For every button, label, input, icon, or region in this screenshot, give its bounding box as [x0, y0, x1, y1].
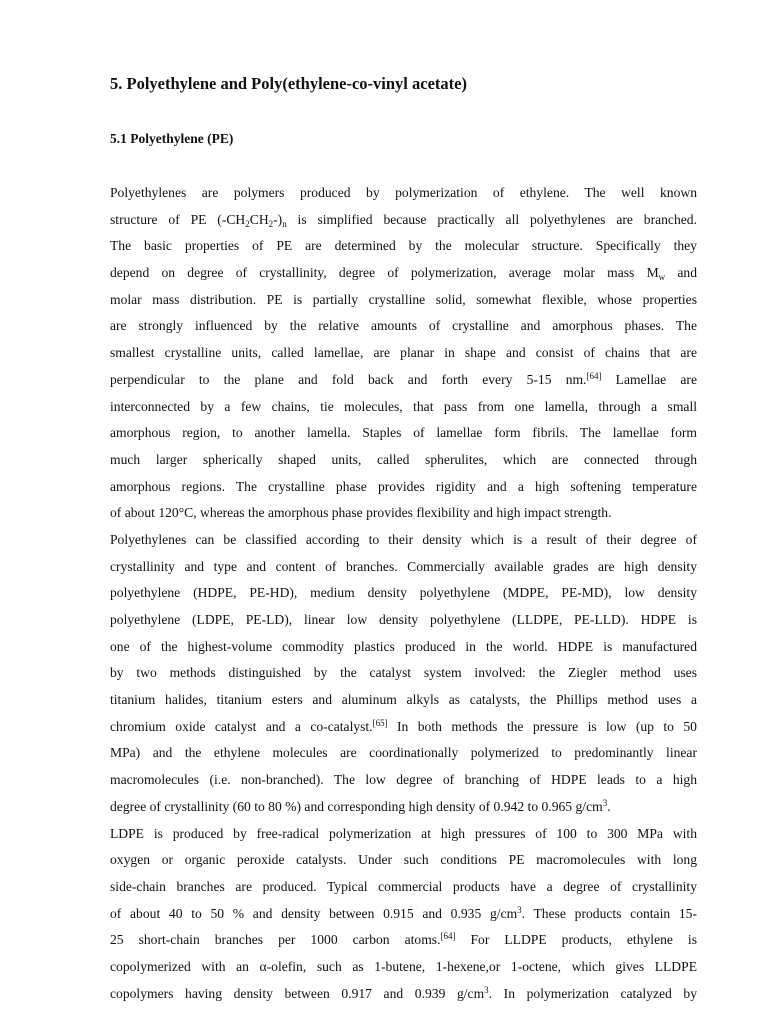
text-line [110, 927, 697, 954]
text-line: amorphous regions. The crystalline phase provides rigidity and a high softening temperature [110, 478, 697, 494]
subscript: n [282, 218, 287, 229]
text-line [110, 207, 697, 234]
text-line: Polyethylenes are polymers produced by polymerization of ethylene. The well known [110, 185, 697, 200]
superscript: 3 [517, 904, 522, 915]
superscript: 3 [602, 797, 608, 808]
text-run: . These products contain 15- [521, 905, 697, 921]
text-line: titanium halides, titanium esters and aluminum alkyls as catalysts, the Phillips method uses a [110, 692, 697, 708]
text-line [110, 714, 697, 741]
text-run: . In polymerization catalyzed by [488, 985, 697, 1001]
text-line: interconnected by a few chains, tie molecules, that pass from one lamella, through a small [110, 398, 697, 414]
subscript: 2 [245, 218, 250, 229]
text-line: one of the highest-volume commodity plastics produced in the world. HDPE is manufactured [110, 638, 697, 654]
superscript: 3 [484, 984, 489, 995]
text-line: amorphous region, to another lamella. Staples of lamellae form fibrils. The lamellae form [110, 425, 697, 441]
text-line: of about 120°C, whereas the amorphous phase provides flexibility and high impact strength. [110, 505, 612, 521]
text-line [110, 901, 697, 928]
text-line: MPa) and the ethylene molecules are coordinationally polymerized to predominantly linear [110, 745, 697, 761]
text-line [110, 260, 697, 287]
text-run: In both methods the pressure is low (up to 50 [387, 718, 697, 734]
text-run: and [665, 265, 697, 281]
text-run: copolymers having density between 0.917 and 0.939 g/cm [110, 985, 485, 1001]
citation: [64] [440, 931, 456, 942]
text-run: CH [249, 211, 269, 227]
text-run: For LLDPE products, ethylene is [455, 932, 697, 948]
text-run: . [607, 798, 611, 814]
text-run: 25 short-chain branches per 1000 carbon atoms. [110, 932, 441, 948]
text-run: depend on degree of crystallinity, degree of polymerization, average molar mass M [110, 265, 659, 281]
text-line: Polyethylenes can be classified according to their density which is a result of their degree of [110, 531, 697, 547]
text-line: much larger spherically shaped units, called spherulites, which are connected through [110, 451, 697, 467]
text-line: molar mass distribution. PE is partially crystalline solid, somewhat flexible, whose properties [110, 291, 697, 307]
text-run: of about 40 to 50 % and density between 0.915 and 0.935 g/cm [110, 905, 518, 921]
text-run: structure of PE (-CH [110, 211, 246, 227]
text-run: -) [273, 211, 283, 227]
text-line [110, 981, 697, 1008]
subsection-heading: 5.1 Polyethylene (PE) [110, 131, 234, 146]
text-line: LDPE is produced by free-radical polymerization at high pressures of 100 to 300 MPa with [110, 825, 697, 841]
text-run: degree of crystallinity (60 to 80 %) and corresponding high density of 0.942 to 0.965 g/cm [110, 798, 603, 814]
text-line: copolymerized with an α-olefin, such as 1-butene, 1-hexene,or 1-octene, which gives LLDPE [110, 958, 697, 974]
citation: [64] [586, 370, 602, 381]
subscript: 2 [268, 218, 274, 229]
text-line: side-chain branches are produced. Typical commercial products have a degree of crystallinity [110, 878, 697, 894]
text-line: smallest crystalline units, called lamellae, are planar in shape and consist of chains that are [110, 345, 697, 361]
text-line [110, 367, 697, 394]
text-run: is simplified because practically all polyethylenes are branched. [286, 211, 697, 227]
text-run: Lamellae are [601, 371, 697, 387]
text-line: The basic properties of PE are determined by the molecular structure. Specifically they [110, 238, 697, 254]
text-line: macromolecules (i.e. non-branched). The low degree of branching of HDPE leads to a high [110, 772, 697, 788]
text-line: polyethylene (HDPE, PE-HD), medium density polyethylene (MDPE, PE-MD), low density [110, 585, 697, 601]
text-line: crystallinity and type and content of branches. Commercially available grades are high density [110, 558, 697, 574]
body-paragraph [110, 180, 697, 1007]
text-line: are strongly influenced by the relative amounts of crystalline and amorphous phases. The [110, 318, 697, 334]
text-line: by two methods distinguished by the catalyst system involved: the Ziegler method uses [110, 665, 697, 681]
text-line: polyethylene (LDPE, PE-LD), linear low density polyethylene (LLDPE, PE-LLD). HDPE is [110, 612, 697, 627]
text-run: chromium oxide catalyst and a co-catalyst. [110, 718, 373, 734]
subscript: w [658, 272, 666, 283]
text-run: perpendicular to the plane and fold back and forth every 5-15 nm. [110, 371, 587, 387]
text-line [110, 794, 697, 821]
section-heading: 5. Polyethylene and Poly(ethylene-co-vinyl acetate) [110, 74, 467, 93]
text-line: oxygen or organic peroxide catalysts. Under such conditions PE macromolecules with long [110, 852, 697, 868]
citation: [65] [372, 717, 388, 728]
